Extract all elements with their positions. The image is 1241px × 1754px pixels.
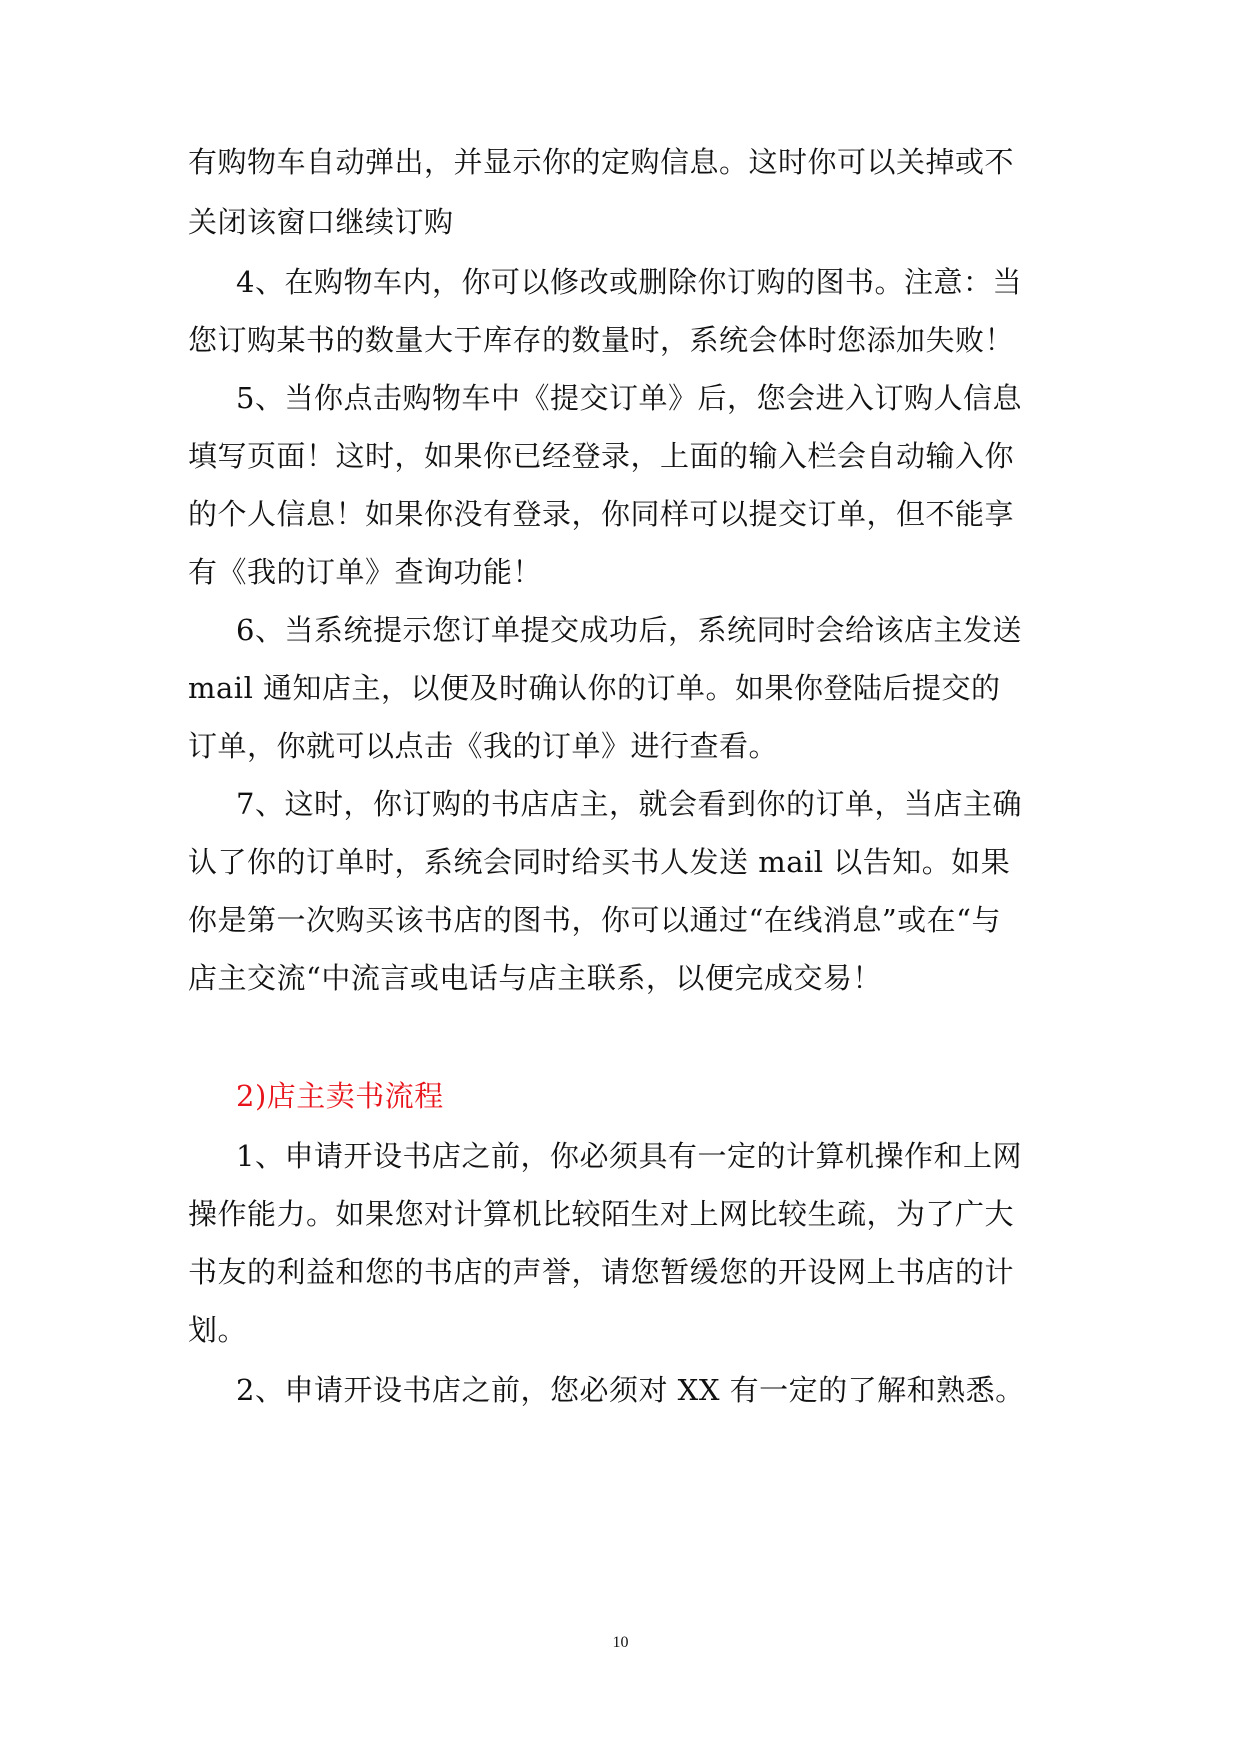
body-text-line: 店主交流“中流言或电话与店主联系，以便完成交易！	[188, 961, 882, 995]
body-text-line: 订单，你就可以点击《我的订单》进行查看。	[188, 729, 779, 763]
body-text-line: 7、这时，你订购的书店店主，就会看到你的订单，当店主确	[236, 787, 1022, 821]
section-heading: 2)店主卖书流程	[236, 1079, 444, 1113]
body-text-line: 4、在购物车内，你可以修改或删除你订购的图书。注意：当	[236, 265, 1022, 299]
body-text-line: 您订购某书的数量大于库存的数量时，系统会体时您添加失败！	[188, 323, 1015, 357]
body-text-line: 你是第一次购买该书店的图书，你可以通过“在线消息”或在“与	[188, 903, 1001, 937]
body-text-line: 关闭该窗口继续订购	[188, 205, 454, 239]
body-text-line: 6、当系统提示您订单提交成功后，系统同时会给该店主发送	[236, 613, 1022, 647]
body-text-line: 书友的利益和您的书店的声誉，请您暂缓您的开设网上书店的计	[188, 1255, 1015, 1289]
body-text-line: 5、当你点击购物车中《提交订单》后，您会进入订购人信息	[236, 381, 1022, 415]
body-text-line: 认了你的订单时，系统会同时给买书人发送 mail 以告知。如果	[188, 845, 1011, 879]
body-text-line: 2、申请开设书店之前，您必须对 XX 有一定的了解和熟悉。	[236, 1373, 1025, 1407]
body-text-line: 划。	[188, 1313, 248, 1347]
body-text-line: 1、申请开设书店之前，你必须具有一定的计算机操作和上网	[236, 1139, 1022, 1173]
body-text-line: 有《我的订单》查询功能！	[188, 555, 543, 589]
body-text-line: 有购物车自动弹出，并显示你的定购信息。这时你可以关掉或不	[188, 145, 1015, 179]
body-text-line: 填写页面！这时，如果你已经登录，上面的输入栏会自动输入你	[188, 439, 1015, 473]
page-number: 10	[612, 1634, 629, 1651]
body-text-line: 的个人信息！如果你没有登录，你同样可以提交订单，但不能享	[188, 497, 1015, 531]
body-text-line: mail 通知店主，以便及时确认你的订单。如果你登陆后提交的	[188, 671, 1001, 705]
body-text-line: 操作能力。如果您对计算机比较陌生对上网比较生疏，为了广大	[188, 1197, 1015, 1231]
